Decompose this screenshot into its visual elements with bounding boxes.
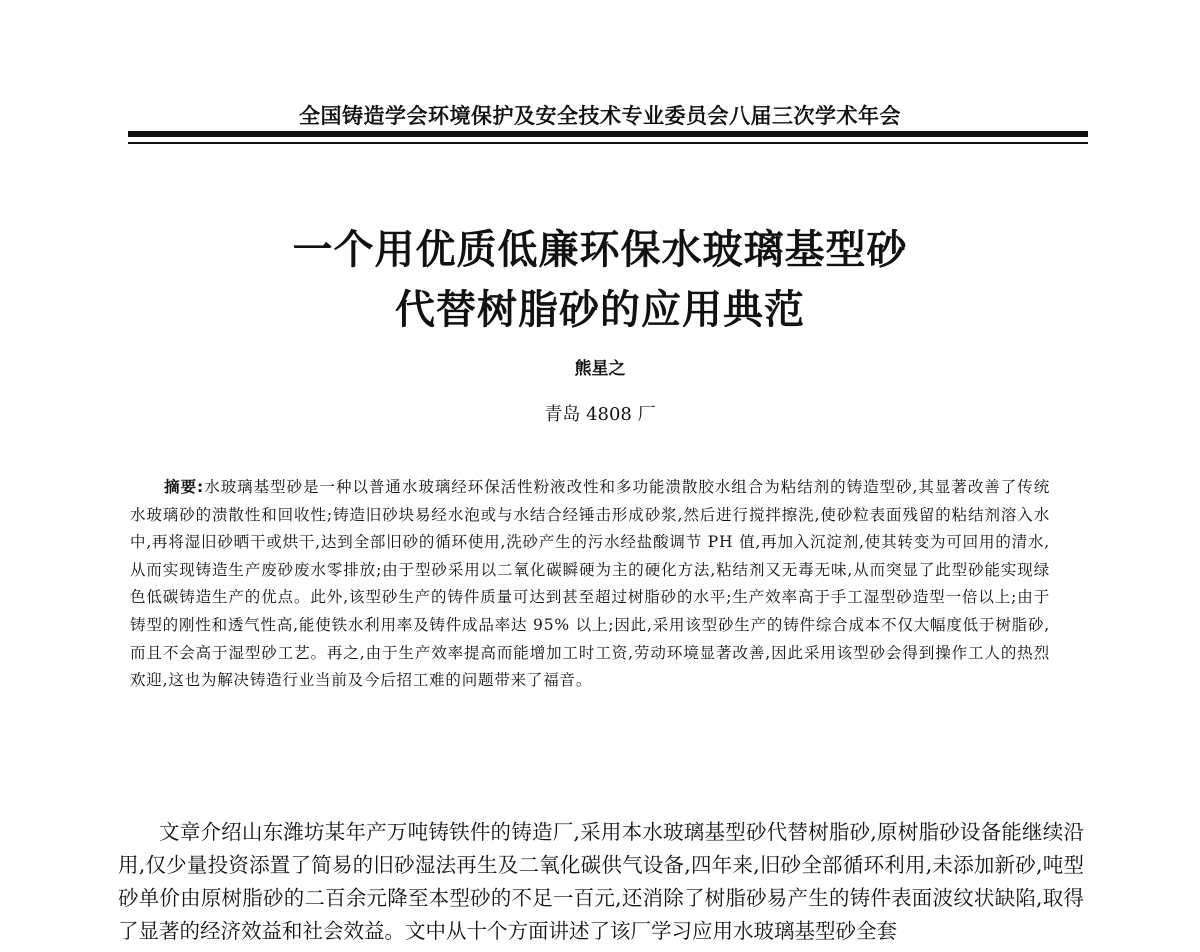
- paper-title-line1: 一个用优质低廉环保水玻璃基型砂: [292, 227, 908, 273]
- author-affiliation: 青岛 4808 厂: [544, 404, 656, 425]
- header-rule-thick: [128, 131, 1088, 137]
- abstract-label: 摘要:: [164, 478, 205, 496]
- body-paragraph: 文章介绍山东潍坊某年产万吨铸铁件的铸造厂,采用本水玻璃基型砂代替树脂砂,原树脂砂设备能继续沿用,仅少量投资添置了简易的旧砂湿法再生及二氧化碳供气设备,四年来,旧砂全部循环利用,未添加新砂,吨型砂单价由原树脂砂的二百余元降至本型砂的不足一百元,还消除了树脂砂易产生的铸件表面波纹状缺陷,取得了显著的经济效益和社会效益。文中从十个方面讲述了该厂学习应用水玻璃基型砂全套: [118, 820, 1084, 943]
- header-rule-thin: [128, 142, 1088, 144]
- author-name: 熊星之: [574, 359, 626, 379]
- abstract-text: 水玻璃基型砂是一种以普通水玻璃经环保活性粉液改性和多功能溃散胶水组合为粘结剂的铸造型砂,其显著改善了传统水玻璃砂的溃散性和回收性;铸造旧砂块易经水泡或与水结合经锤击形成砂浆,然后进行搅拌擦洗,使砂粒表面残留的粘结剂溶入水中,再将湿旧砂晒干或烘干,达到全部旧砂的循环使用,洗砂产生的污水经盐酸调节 PH 值,再加入沉淀剂,使其转变为可回用的清水,从而实现铸造生产废砂废水零排放;由于型砂采用以二氧化碳瞬硬为主的硬化方法,粘结剂又无毒无味,从而突显了此型砂能实现绿色低碳铸造生产的优点。此外,该型砂生产的铸件质量可达到甚至超过树脂砂的水平;生产效率高于手工湿型砂造型一倍以上;由于铸型的刚性和透气性高,能使铁水利用率及铸件成品率达 95% 以上;因此,采用该型砂生产的铸件综合成本不仅大幅度低于树脂砂,而且不会高于湿型砂工艺。再之,由于生产效率提高而能增加工时工资,劳动环境显著改善,因此采用该型砂会得到操作工人的热烈欢迎,这也为解决铸造行业当前及今后招工难的问题带来了福音。: [130, 478, 1050, 690]
- paper-title-line2: 代替树脂砂的应用典范: [395, 287, 805, 333]
- abstract: [130, 474, 1050, 695]
- conference-header: 全国铸造学会环境保护及安全技术专业委员会八届三次学术年会: [299, 104, 901, 128]
